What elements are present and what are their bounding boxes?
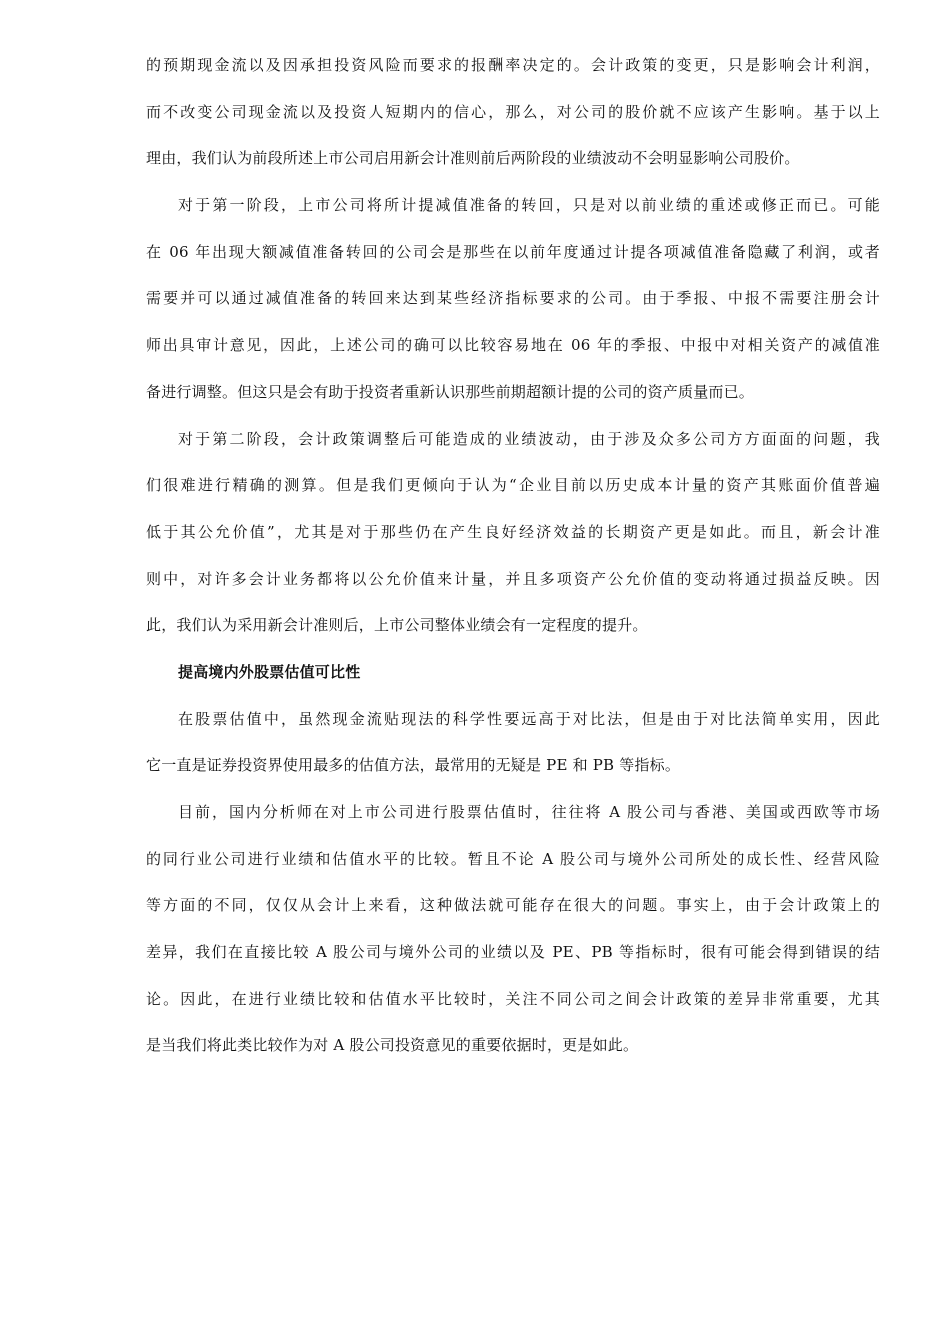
text-line: 在股票估值中，虽然现金流贴现法的科学性要远高于对比法，但是由于对比法简单实用，因此 xyxy=(178,709,880,728)
paragraph xyxy=(146,182,880,415)
text-line: 低于其公允价值”，尤其是对于那些仍在产生良好经济效益的长期资产更是如此。而且，新会计准 xyxy=(146,522,880,541)
text-line: 们很难进行精确的测算。但是我们更倾向于认为“企业目前以历史成本计量的资产其账面价值普遍 xyxy=(146,476,880,495)
text-line: 对于第二阶段，会计政策调整后可能造成的业绩波动，由于涉及众多公司方方面面的问题，我 xyxy=(178,429,880,448)
text-line: 此，我们认为采用新会计准则后，上市公司整体业绩会有一定程度的提升。 xyxy=(146,616,648,635)
text-line: 是当我们将此类比较作为对 A 股公司投资意见的重要依据时，更是如此。 xyxy=(146,1036,639,1055)
text-line: 目前，国内分析师在对上市公司进行股票估值时，往往将 A 股公司与香港、美国或西欧等市场 xyxy=(178,803,880,821)
text-line: 师出具审计意见，因此，上述公司的确可以比较容易地在 06 年的季报、中报中对相关资产的减值准 xyxy=(146,336,880,355)
document-body xyxy=(146,42,880,1069)
text-line: 的同行业公司进行业绩和估值水平的比较。暂且不论 A 股公司与境外公司所处的成长性、经营风险 xyxy=(146,849,880,868)
text-line: 论。因此，在进行业绩比较和估值水平比较时，关注不同公司之间会计政策的差异非常重要，尤其 xyxy=(146,989,880,1008)
text-line: 对于第一阶段，上市公司将所计提减值准备的转回，只是对以前业绩的重述或修正而已。可能 xyxy=(178,196,880,215)
text-line: 的预期现金流以及因承担投资风险而要求的报酬率决定的。会计政策的变更，只是影响会计利润， xyxy=(146,56,880,74)
text-line: 备进行调整。但这只是会有助于投资者重新认识那些前期超额计提的公司的资产质量而已。 xyxy=(146,382,755,401)
text-line: 则中，对许多会计业务都将以公允价值来计量，并且多项资产公允价值的变动将通过损益反映。因 xyxy=(146,569,880,588)
text-line: 需要并可以通过减值准备的转回来达到某些经济指标要求的公司。由于季报、中报不需要注册会计 xyxy=(146,289,880,308)
text-line: 它一直是证券投资界使用最多的估值方法，最常用的无疑是 PE 和 PB 等指标。 xyxy=(146,756,681,775)
text-line: 差异，我们在直接比较 A 股公司与境外公司的业绩以及 PE、PB 等指标时，很有可能会得到错误的结 xyxy=(146,943,880,962)
text-line: 等方面的不同，仅仅从会计上来看，这种做法就可能存在很大的问题。事实上，由于会计政策上的 xyxy=(146,896,880,915)
paragraph xyxy=(146,416,880,649)
section-heading: 提高境内外股票估值可比性 xyxy=(178,662,361,681)
paragraph xyxy=(146,789,880,1069)
paragraph xyxy=(146,42,880,182)
text-line: 理由，我们认为前段所述上市公司启用新会计准则前后两阶段的业绩波动不会明显影响公司股价。 xyxy=(146,149,800,168)
text-line: 而不改变公司现金流以及投资人短期内的信心，那么，对公司的股价就不应该产生影响。基于以上 xyxy=(146,102,880,121)
paragraph xyxy=(146,696,880,789)
text-line: 在 06 年出现大额减值准备转回的公司会是那些在以前年度通过计提各项减值准备隐藏了利润，或者 xyxy=(146,242,880,261)
